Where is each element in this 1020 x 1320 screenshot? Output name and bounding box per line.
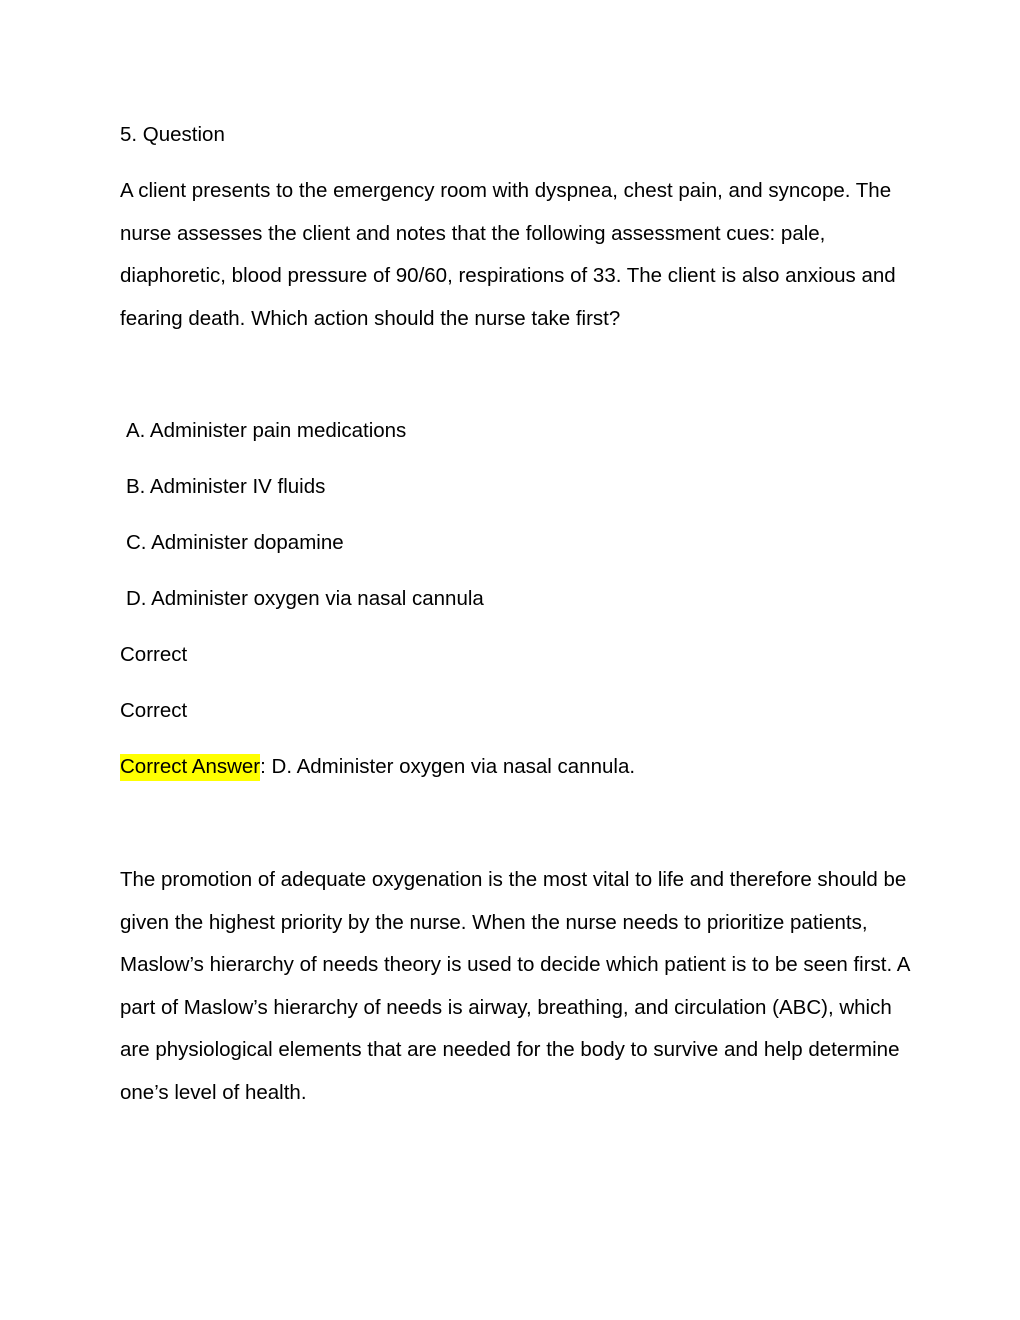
question-stem: A client presents to the emergency room with dyspnea, chest pain, and syncope. The nurse assesses the client and notes that the following assessment cues: pale, diaphoretic, blood pressure of 90/60, respirations of 33. The client is also anxious and fearing death. Which action should the nurse take first? (120, 179, 896, 330)
option-d: D. Administer oxygen via nasal cannula (126, 587, 484, 610)
correct-answer-text: : D. Administer oxygen via nasal cannula. (260, 755, 636, 778)
status-correct-1: Correct (120, 643, 188, 666)
option-b: B. Administer IV fluids (126, 475, 326, 498)
question-number-title: 5. Question (120, 123, 225, 146)
option-a: A. Administer pain medications (126, 419, 407, 442)
correct-answer-label: Correct Answer (120, 754, 260, 781)
explanation-paragraph: The promotion of adequate oxygenation is the most vital to life and therefore should be given the highest priority by the nurse. When the nurse needs to prioritize patients, Maslow’s hierarchy of needs theory is used to decide which patient is to be seen first. A part of Maslow’s hierarchy of needs is airway, breathing, and circulation (ABC), which are physiological elements that are needed for the body to survive and help determine one’s level of health. (120, 868, 910, 1104)
status-correct-2: Correct (120, 699, 188, 722)
correct-answer-line (120, 754, 635, 780)
option-c: C. Administer dopamine (126, 531, 344, 554)
